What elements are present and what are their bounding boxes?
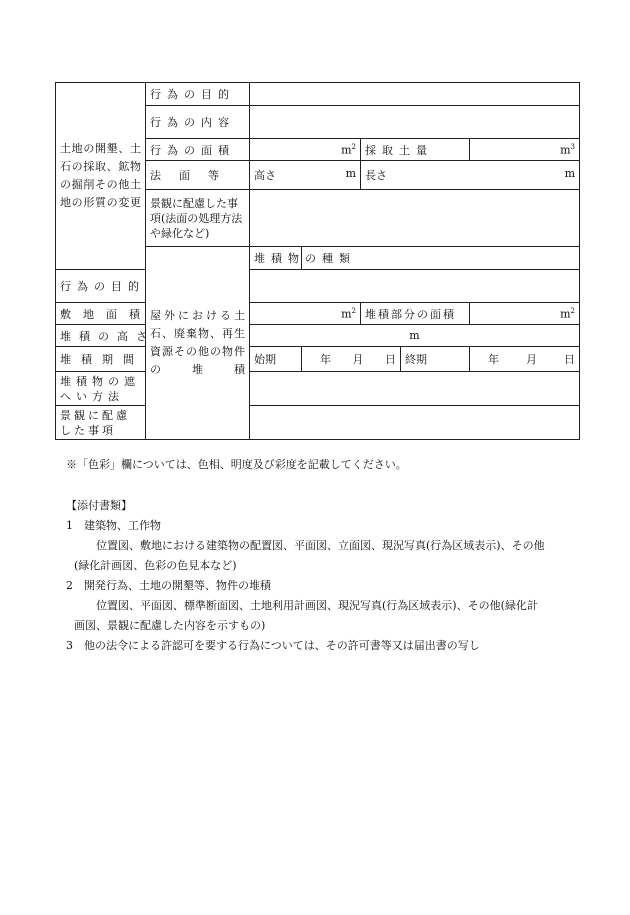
storage-pile-area-label: 堆積部分の面積	[361, 303, 470, 325]
storage-landscape-label: 景観に配慮した事項	[56, 406, 146, 440]
land-excavation-unit: m	[560, 143, 571, 157]
storage-pile-height-label: 堆積の高さ	[56, 325, 146, 347]
attachment-item-3-title: 3 他の法令による許認可を要する行為については、その許可書等又は届出書の写し	[66, 639, 480, 652]
storage-pile-height-field[interactable]	[250, 325, 580, 347]
land-purpose-label: 行為の目的	[146, 83, 250, 106]
attachment-item-2-continued: 画図、景観に配慮した内容を示すもの)	[74, 619, 266, 632]
start-year: 年	[320, 353, 331, 366]
land-purpose-field[interactable]	[250, 83, 580, 106]
attachment-item-2-title: 2 開発行為、土地の開墾等、物件の堆積	[66, 579, 271, 592]
land-category-label: 土地の開墾、土石の採取、鉱物の掘削その他土地の形質の変更	[56, 83, 146, 270]
storage-cover-label: 堆積物の遮へい方法	[56, 372, 146, 406]
land-area-field[interactable]: $m^2$	[250, 139, 361, 161]
storage-end-label: 終期	[401, 347, 470, 372]
storage-category-label: 屋外における土石、廃棄物、再生資源その他の物件の堆積	[146, 247, 250, 440]
land-excavation-label: 採取土量	[361, 139, 470, 161]
land-height-label: 高さ	[254, 169, 276, 182]
start-month: 月	[352, 353, 364, 366]
land-excavation-field[interactable]: $m^3$	[470, 139, 580, 161]
land-length-field[interactable]	[361, 161, 580, 190]
storage-site-area-label: 敷地面積	[56, 303, 146, 325]
land-length-label: 長さ	[365, 169, 387, 182]
end-day: 日	[564, 353, 575, 366]
storage-start-date-field[interactable]	[302, 347, 401, 372]
storage-purpose-field[interactable]	[250, 270, 580, 303]
land-landscape-label: 景観に配慮した事項(法面の処理方法や緑化など)	[146, 190, 250, 247]
attachments-section	[66, 496, 578, 656]
storage-item-type-label: 堆積物の種類	[250, 247, 302, 270]
land-area-unit: m	[341, 143, 352, 157]
land-height-field[interactable]	[250, 161, 361, 190]
storage-landscape-field[interactable]	[250, 406, 580, 440]
start-day: 日	[385, 353, 396, 366]
attachment-item-1-continued: (緑化計画図、色彩の色見本など)	[74, 559, 237, 572]
storage-period-label: 堆積期間	[56, 347, 146, 372]
storage-site-area-field[interactable]: $m^2$	[250, 303, 361, 325]
end-month: 月	[526, 353, 537, 366]
storage-pile-area-unit: m	[560, 307, 571, 321]
storage-cover-field[interactable]	[250, 372, 580, 406]
land-length-unit: m	[564, 167, 576, 180]
land-content-label: 行為の内容	[146, 106, 250, 139]
storage-site-area-unit: m	[341, 307, 352, 321]
land-slope-label: 法面等	[146, 161, 250, 190]
storage-purpose-label: 行為の目的	[56, 270, 146, 303]
storage-pile-area-field[interactable]: $m^2$	[470, 303, 580, 325]
land-content-field[interactable]	[250, 106, 580, 139]
attachments-heading: 【添付書類】	[66, 499, 132, 512]
end-year: 年	[488, 353, 499, 366]
attachment-item-1-title: 1 建築物、工作物	[66, 519, 161, 532]
notification-form-table	[55, 82, 580, 440]
land-height-unit: m	[345, 167, 356, 180]
land-area-label: 行為の面積	[146, 139, 250, 161]
attachment-item-2-body: 位置図、平面図、標準断面図、土地利用計画図、現況写真(行為区域表示)、その他(緑化計	[96, 599, 538, 612]
storage-end-date-field[interactable]	[470, 347, 580, 372]
land-landscape-field[interactable]	[250, 190, 580, 247]
color-note: ※「色彩」欄については、色相、明度及び彩度を記載してください。	[66, 458, 407, 471]
storage-start-label: 始期	[250, 347, 302, 372]
storage-pile-height-unit: m	[409, 329, 420, 342]
attachment-item-1-body: 位置図、敷地における建築物の配置図、平面図、立面図、現況写真(行為区域表示)、その他	[96, 539, 545, 552]
